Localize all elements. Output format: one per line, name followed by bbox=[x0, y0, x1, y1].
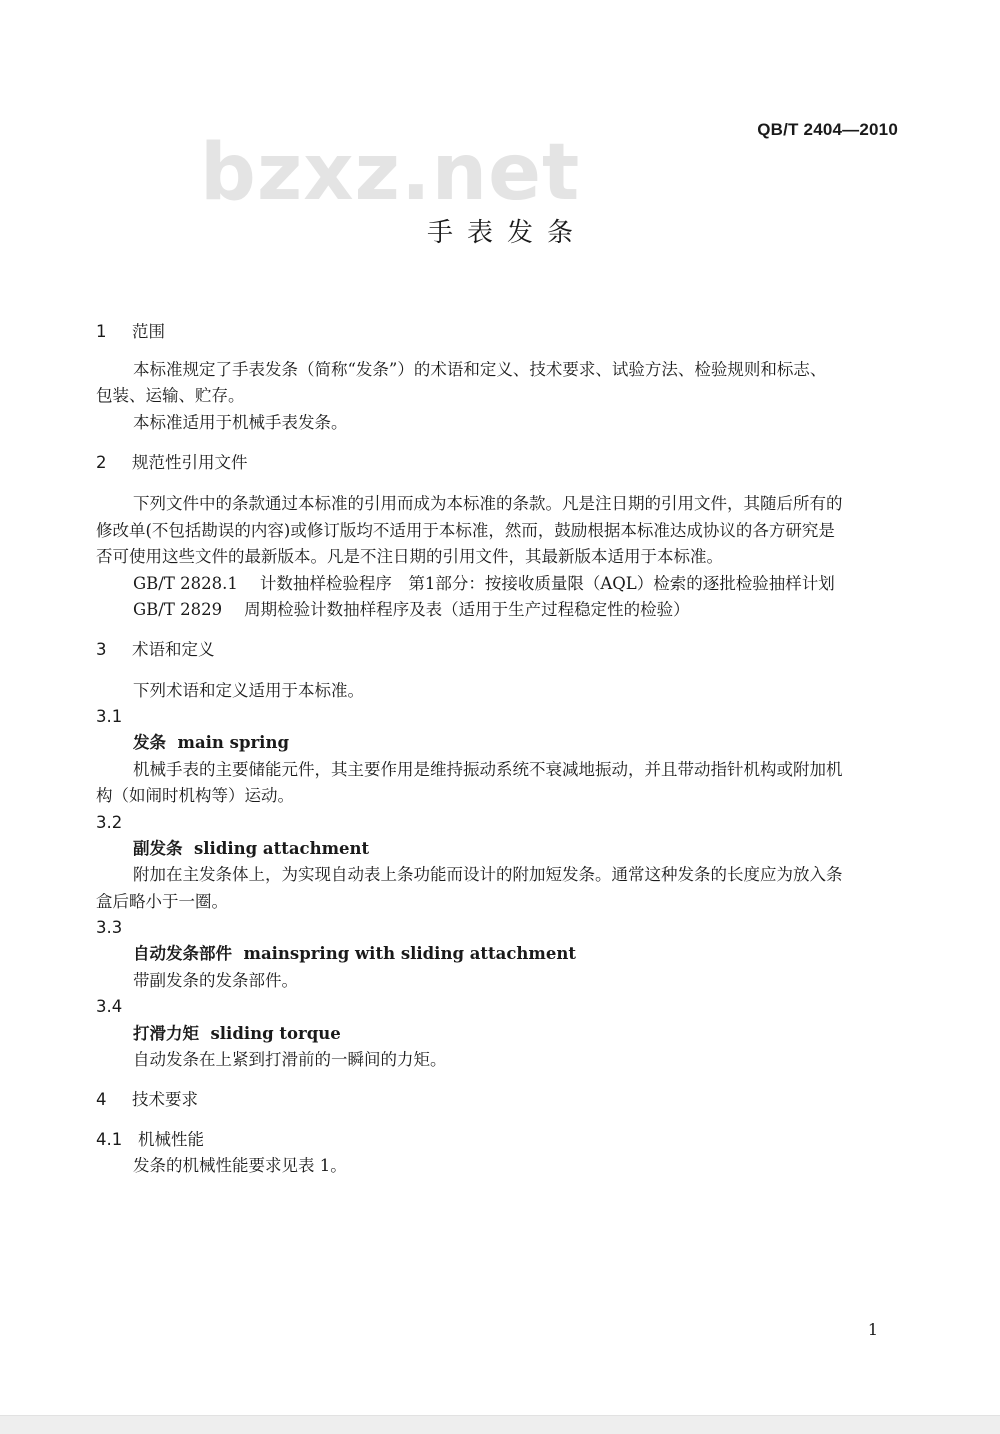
section-title: 范围 bbox=[132, 322, 165, 341]
reference-code: GB/T 2828.1 bbox=[133, 574, 238, 593]
section-1-heading bbox=[96, 322, 165, 342]
paragraph: 修改单(不包括勘误的内容)或修订版均不适用于本标准，然而，鼓励根据本标准达成协议的各方研究是 bbox=[96, 521, 835, 540]
term-en: main spring bbox=[177, 733, 289, 752]
term-en: mainspring with sliding attachment bbox=[243, 944, 576, 963]
term-definition: 盒后略小于一圈。 bbox=[96, 892, 228, 911]
paragraph: 否可使用这些文件的最新版本。凡是不注日期的引用文件，其最新版本适用于本标准。 bbox=[96, 547, 723, 566]
reference-title: 计数抽样检验程序 第1部分：按接收质量限（AQL）检索的逐批检验抽样计划 bbox=[259, 574, 835, 593]
section-title: 术语和定义 bbox=[132, 640, 215, 659]
term-title bbox=[133, 839, 369, 859]
term-zh: 副发条 bbox=[133, 839, 183, 858]
document-title: 手表发条 bbox=[426, 218, 587, 248]
term-zh: 打滑力矩 bbox=[133, 1024, 199, 1043]
reference-item bbox=[133, 574, 835, 594]
term-title bbox=[133, 944, 576, 964]
page-number: 1 bbox=[867, 1320, 878, 1339]
term-definition: 自动发条在上紧到打滑前的一瞬间的力矩。 bbox=[133, 1050, 447, 1069]
subsection-title: 机械性能 bbox=[138, 1130, 204, 1149]
term-number: 3.4 bbox=[96, 997, 123, 1016]
section-number: 1 bbox=[96, 322, 107, 341]
section-4-heading bbox=[96, 1090, 198, 1110]
term-definition: 机械手表的主要储能元件，其主要作用是维持振动系统不衰减地振动，并且带动指针机构或附加机 bbox=[133, 760, 843, 779]
term-en: sliding torque bbox=[210, 1024, 341, 1043]
paragraph: 下列术语和定义适用于本标准。 bbox=[133, 681, 364, 700]
paragraph: 包装、运输、贮存。 bbox=[96, 386, 245, 405]
section-number: 3 bbox=[96, 640, 107, 659]
term-number: 3.1 bbox=[96, 707, 123, 726]
paragraph: 下列文件中的条款通过本标准的引用而成为本标准的条款。凡是注日期的引用文件，其随后所有的 bbox=[133, 494, 843, 513]
subsection-heading bbox=[96, 1130, 204, 1150]
term-definition: 附加在主发条体上，为实现自动表上条功能而设计的附加短发条。通常这种发条的长度应为放入条 bbox=[133, 865, 843, 884]
standard-code: QB/T 2404—2010 bbox=[757, 120, 898, 139]
reference-item bbox=[133, 600, 690, 620]
subsection-number: 4.1 bbox=[96, 1130, 123, 1149]
term-en: sliding attachment bbox=[194, 839, 370, 858]
section-title: 技术要求 bbox=[132, 1090, 198, 1109]
section-2-heading bbox=[96, 453, 248, 473]
page-bottom-edge bbox=[0, 1415, 1000, 1434]
term-number: 3.2 bbox=[96, 813, 123, 832]
section-3-heading bbox=[96, 640, 215, 660]
reference-code: GB/T 2829 bbox=[133, 600, 223, 619]
term-title bbox=[133, 733, 289, 753]
term-definition: 构（如闹时机构等）运动。 bbox=[96, 786, 294, 805]
section-title: 规范性引用文件 bbox=[132, 453, 248, 472]
term-title bbox=[133, 1024, 341, 1044]
section-number: 2 bbox=[96, 453, 107, 472]
term-zh: 发条 bbox=[133, 733, 166, 752]
reference-title: 周期检验计数抽样程序及表（适用于生产过程稳定性的检验） bbox=[244, 600, 690, 619]
watermark: bzxz.net bbox=[200, 128, 581, 218]
term-zh: 自动发条部件 bbox=[133, 944, 232, 963]
term-number: 3.3 bbox=[96, 918, 123, 937]
term-definition: 带副发条的发条部件。 bbox=[133, 971, 298, 990]
paragraph: 发条的机械性能要求见表 1。 bbox=[133, 1156, 347, 1175]
paragraph: 本标准适用于机械手表发条。 bbox=[133, 413, 348, 432]
section-number: 4 bbox=[96, 1090, 107, 1109]
paragraph: 本标准规定了手表发条（简称“发条”）的术语和定义、技术要求、试验方法、检验规则和标志、 bbox=[133, 360, 827, 379]
